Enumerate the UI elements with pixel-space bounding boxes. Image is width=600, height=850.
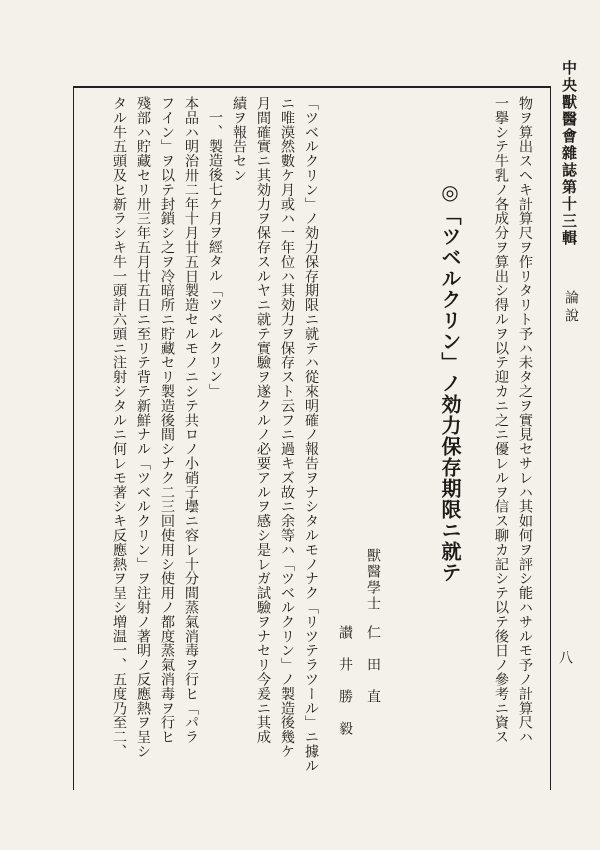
body-line-7: フイン」ヲ以テ封鎖シ之ヲ冷暗所ニ貯藏セリ製造後間シナク二三回使用シ使用ノ都度蒸氣消毒ヲ行ヒ	[159, 96, 175, 744]
body-line-2: ニ唯漠然數ケ月或ハ一年位ハ其効力ヲ保存スト云フニ過キズ故ニ余等ハ「ツベルクリン」ノ製造後幾ケ	[279, 96, 295, 759]
body-line-3: 月間確實ニ其効力ヲ保存スルヤニ就テ實驗ヲ遂クルノ必要アルヲ感シ是レガ試驗ヲナセリ今爰ニ其成	[255, 96, 271, 744]
article-title: ◎「ツベルクリン」ノ効力保存期限ニ就テ	[438, 180, 462, 583]
page-number: 八	[557, 650, 573, 668]
author-2: 讃 井 勝 毅	[337, 625, 353, 737]
body-line-4: 績ヲ報告セン	[231, 96, 247, 183]
section-label: 論說	[563, 290, 579, 326]
section-heading: 一、製造後七ケ月ヲ經タル「ツベルクリン」	[207, 110, 223, 398]
intro-line-2: 一擧シテ牛乳ノ各成分ヲ算出シ得ルヲ以テ迎カニ之ニ優レルヲ信ス聊カ記シテ以テ後日ノ參考ニ資ス	[493, 96, 509, 744]
author-title: 獸醫學士	[365, 548, 381, 612]
top-rule	[73, 86, 551, 88]
right-rule	[550, 86, 551, 790]
body-line-9: タル牛五頭及ヒ新ラシキ牛一頭計六頭ニ注射シタルニ何レモ著シキ反應熱ヲ呈シ増温一、五度乃至二、	[111, 96, 127, 759]
journal-header: 中央獸醫會雜誌第十三輯	[560, 60, 578, 247]
body-line-8: 殘部ハ貯藏セリ卅三年五月廿五日ニ至リテ背テ新鮮ナル「ツベルクリン」ヲ注射ノ著明ノ反應熱ヲ呈シ	[135, 96, 151, 759]
body-line-6: 本品ハ明治卅二年十月廿五日製造セルモノニシテ共ロノ小硝子壜ニ容レ十分間蒸氣消毒ヲ行ヒ「パラ	[183, 96, 199, 744]
left-rule	[73, 86, 74, 790]
author-1: 仁 田 直	[365, 625, 381, 705]
body-line-1: 「ツベルクリン」ノ効力保存期限ニ就テハ從來明確ノ報告ヲナシタルモノナク「リツテラツール」ニ據ル	[303, 96, 319, 773]
intro-line-1: 物ヲ算出スヘキ計算尺ヲ作リタリト予ハ未タ之ヲ實見セサレハ其如何ヲ評シ能ハサルモ予ノ計算尺ハ	[517, 96, 533, 744]
